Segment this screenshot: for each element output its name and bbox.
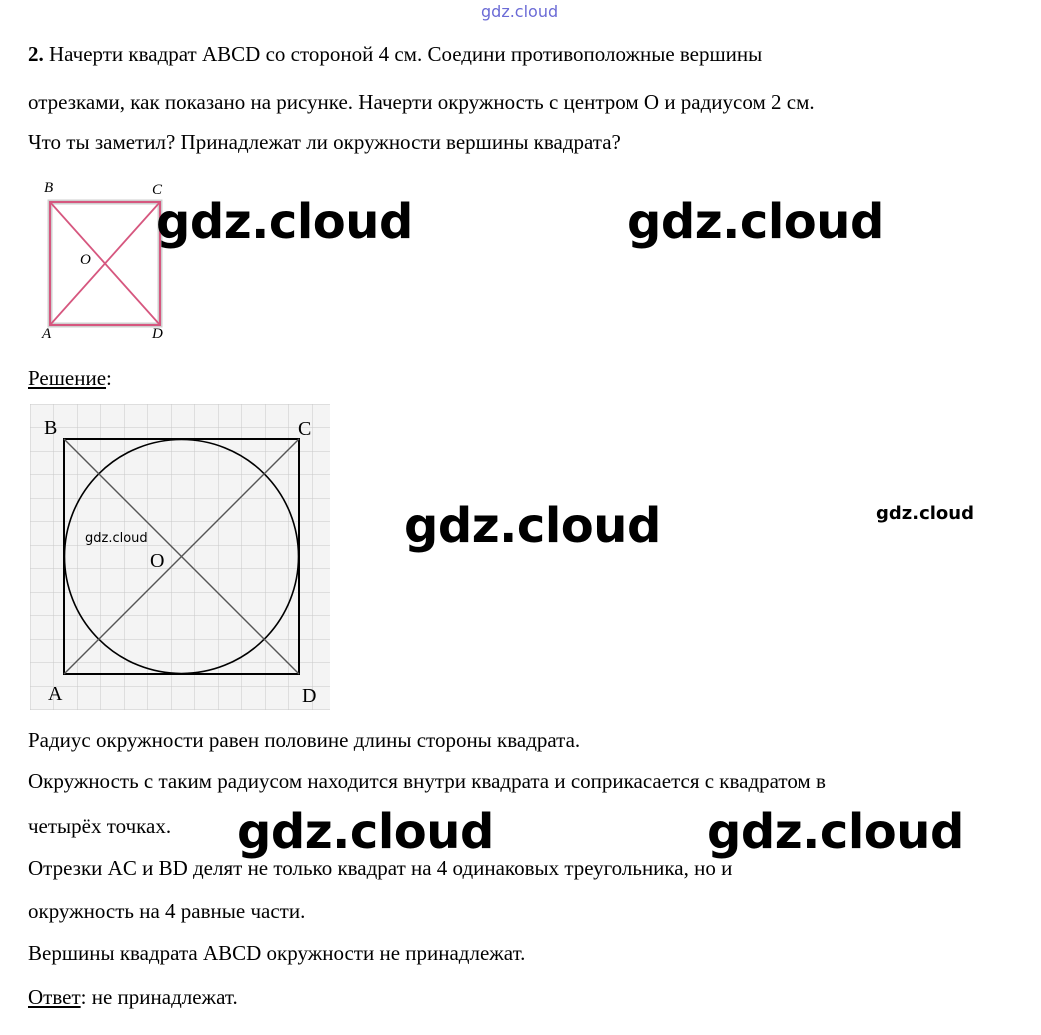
task-text-1: Начерти квадрат ABCD со стороной 4 см. Соедини противоположные вершины — [49, 42, 763, 66]
sol-label-c: C — [298, 418, 312, 440]
solution-heading-label: Решение — [28, 366, 107, 390]
answer-line — [28, 983, 238, 1011]
watermark: gdz.cloud — [237, 804, 494, 860]
label-o: O — [80, 252, 91, 268]
sol-label-o: O — [150, 550, 165, 572]
solution-line-3: четырёх точках. — [28, 814, 172, 838]
task-line-3: Что ты заметил? Принадлежат ли окружности вершины квадрата? — [28, 130, 621, 154]
watermark-small: gdz.cloud — [85, 531, 148, 546]
solution-line-2: Окружность с таким радиусом находится внутри квадрата и соприкасается с квадратом в — [28, 769, 826, 793]
solution-line-4: Отрезки AC и BD делят не только квадрат на 4 одинаковых треугольника, но и — [28, 856, 733, 880]
solution-line-5: окружность на 4 равные части. — [28, 899, 306, 923]
task-line-1 — [28, 40, 762, 68]
sol-label-a: A — [48, 683, 63, 705]
task-number: 2. — [28, 42, 44, 66]
watermark-small: gdz.cloud — [876, 503, 974, 524]
solution-figure — [30, 404, 330, 710]
label-a: A — [42, 326, 52, 342]
answer-label: Ответ — [28, 985, 81, 1009]
watermark: gdz.cloud — [627, 194, 884, 250]
sol-label-d: D — [302, 685, 317, 707]
sol-label-b: B — [44, 417, 58, 439]
top-watermark: gdz.cloud — [481, 2, 559, 21]
solution-line-6: Вершины квадрата ABCD окружности не принадлежат. — [28, 941, 526, 965]
task-line-2: отрезками, как показано на рисунке. Начерти окружность с центром O и радиусом 2 см. — [28, 90, 815, 114]
label-b: B — [44, 180, 54, 196]
watermark: gdz.cloud — [156, 194, 413, 250]
answer-text: : не принадлежат. — [80, 985, 238, 1009]
label-c: C — [152, 182, 163, 198]
solution-heading-colon: : — [106, 366, 112, 390]
label-d: D — [152, 326, 163, 342]
solution-line-1: Радиус окружности равен половине длины стороны квадрата. — [28, 728, 581, 752]
solution-heading — [28, 364, 112, 392]
watermark: gdz.cloud — [404, 498, 661, 554]
watermark: gdz.cloud — [707, 804, 964, 860]
